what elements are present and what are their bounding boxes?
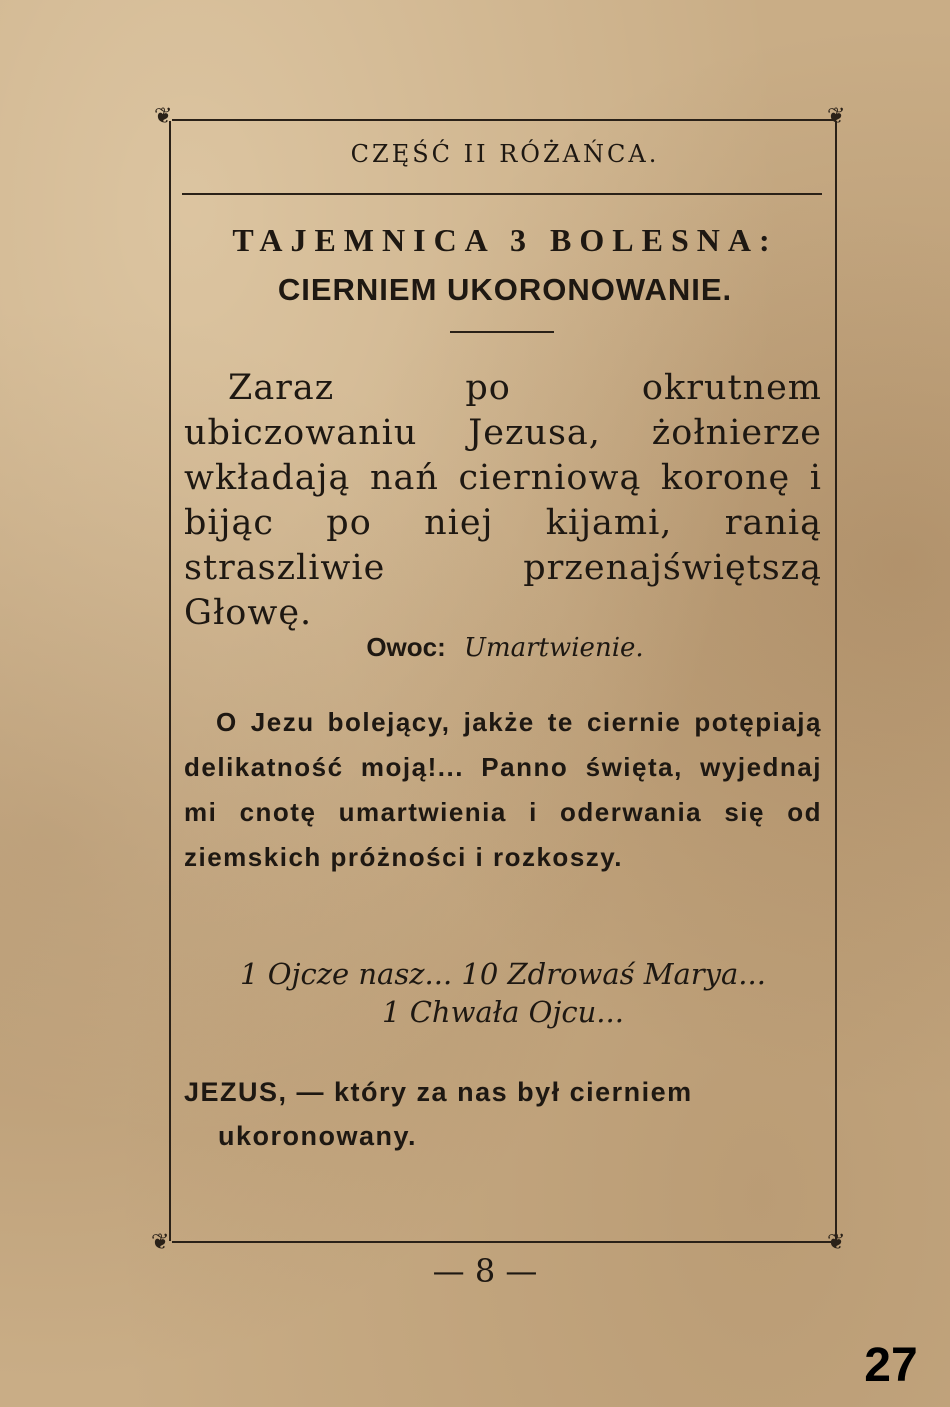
frame-left-border: [169, 121, 171, 1241]
title-rule: [450, 331, 554, 333]
prayer-line: 1 Chwała Ojcu...: [382, 995, 624, 1029]
closing-line: JEZUS, — który za nas był cierniem: [184, 1077, 693, 1107]
head-rule: [182, 193, 822, 195]
frame-right-border: [835, 121, 837, 1241]
petition-paragraph: O Jezu bolejący, jakże te ciernie potępiają delikatność moją!... Panno święta, wyjednaj mi cnotę umartwienia i oderwania się od ziemskich próżności i rozkoszy.: [184, 707, 822, 872]
corner-ornament-icon: ❦: [154, 104, 173, 129]
fruit-value: Umartwienie.: [464, 633, 644, 663]
mystery-subtitle: CIERNIEM UKORONOWANIE.: [277, 272, 733, 307]
closing-line: ukoronowany.: [218, 1121, 418, 1151]
fruit-line: [180, 632, 830, 663]
corner-ornament-icon: ❦: [827, 104, 846, 129]
page-folio: — 8 —: [432, 1252, 538, 1290]
fruit-label: Owoc:: [366, 632, 446, 662]
frame-top-border: [172, 119, 836, 121]
meditation-paragraph: Zaraz po okrutnem ubiczowaniu Jezusa, żołnierze wkładają nań cierniową koronę i bijąc po niej kijami, ranią straszliwie przenajświętszą Głowę.: [184, 368, 822, 633]
running-head: CZĘŚĆ II RÓŻAŃCA.: [350, 140, 660, 168]
closing-invocation: [184, 1070, 822, 1158]
prayer-instructions: [184, 955, 822, 1031]
mystery-title: TAJEMNICA 3 BOLESNA:: [232, 222, 778, 258]
prayer-line: 1 Ojcze nasz... 10 Zdrowaś Marya...: [240, 957, 766, 991]
corner-ornament-icon: ❦: [827, 1230, 846, 1255]
scan-page-number: 27: [864, 1339, 918, 1392]
corner-ornament-icon: ❦: [151, 1230, 170, 1255]
frame-bottom-border: [172, 1241, 836, 1243]
